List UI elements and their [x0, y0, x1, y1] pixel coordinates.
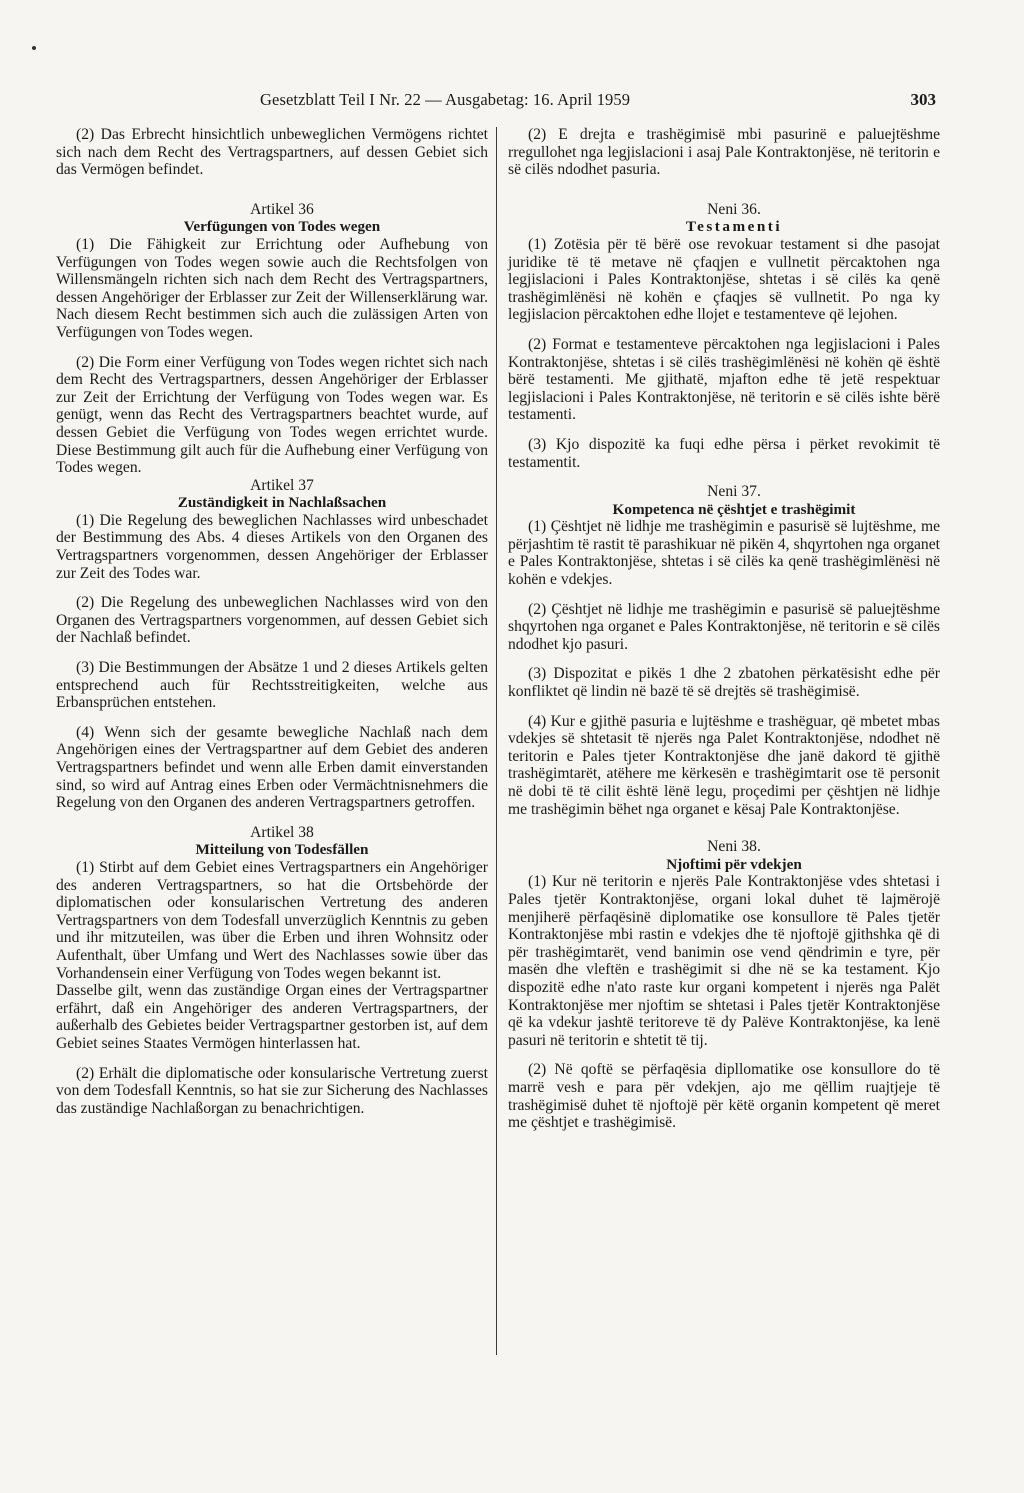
article-heading: Kompetenca në çështjet e trashëgimit [612, 500, 856, 518]
running-head: Gesetzblatt Teil I Nr. 22 — Ausgabetag: 16. April 1959 [260, 90, 631, 109]
paragraph: (3) Dispozitat e pikës 1 dhe 2 zbatohen përkatësisht edhe për konfliktet që lindin në bazë të së drejtës së trashëgimisë. [508, 665, 940, 701]
article-heading: Zuständigkeit in Nachlaßsachen [177, 494, 387, 512]
paragraph: (1) Die Regelung des beweglichen Nachlasses wird unbeschadet der Bestimmung des Abs. 4 dieses Artikels von den Organen des Vertragspartners vorgenommen, dessen Angehöriger der Erblasser zur Zeit des Todes war. [56, 511, 488, 582]
page-number: 303 [910, 90, 936, 109]
article-title: Artikel 38 [250, 823, 314, 841]
page-header [260, 90, 936, 110]
article-heading: Testamenti [685, 218, 783, 236]
paragraph: (1) Die Fähigkeit zur Errichtung oder Aufhebung von Verfügungen von Todes wegen sowie auch die Rechtsfolgen von Willensmängeln richten sich nach dem Recht des Vertragspartners, dessen Angehöriger der Erblasser zur Zeit der Willenserklärung war. Nach diesem Recht bestimmen sich auch die zulässigen Arten von Verfügungen von Todes wegen. [56, 235, 488, 341]
article-heading: Mitteilung von Todesfällen [195, 841, 369, 859]
article-title: Artikel 36 [250, 200, 314, 218]
paragraph: (2) Die Regelung des unbeweglichen Nachlasses wird von den Organen des Vertragspartners vorgenommen, auf dessen Gebiet sich der Nachlaß befindet. [56, 594, 488, 647]
column-divider [496, 127, 497, 1355]
article-heading: Njoftimi për vdekjen [666, 855, 802, 873]
article-heading: Verfügungen von Todes wegen [183, 218, 381, 236]
article-title: Artikel 37 [250, 476, 314, 494]
paragraph: (1) Kur në teritorin e njerës Pale Kontraktonjëse vdes shtetasi i Pales tjetër Kontraktonjëse, organi lokal duhet të lajmërojë menjiherë përfaqësinë diplomatike ose konsullore të Pales tjetër Kontraktonjëse mbi rastin e vdekjes dhe të njoftojë gjithshka që di për trashëgimtarët, vend banimin ose vend qëndrimin e tyre, për masën dhe vleftën e trashëgimit si dhe në se ka testament. Kjo dispozitë edhe n'ato raste kur organi kompetent i njerës nga Palët Kontraktonjëse mer njoftim se shtetasi i Pales tjetër Kontraktonjëse që ka vdekur jashtë teritoreve të dy Palëve Kontraktonjëse, ka lenë pasuri në teritorin e shtetit të tij. [508, 873, 940, 1049]
paragraph: (2) Erhält die diplomatische oder konsularische Vertretung zuerst von dem Todesfall Kenntnis, so hat sie zur Sicherung des Nachlasses das zuständige Nachlaßorgan zu benachrichtigen. [56, 1064, 488, 1117]
paragraph: (2) Das Erbrecht hinsichtlich unbeweglichen Vermögens richtet sich nach dem Recht des Vertragspartners, auf dessen Gebiet sich das Vermögen befindet. [56, 126, 488, 179]
paragraph: (2) Format e testamenteve përcaktohen nga legjislacioni i Pales Kontraktonjëse, shtetas i së cilës trashëgimlënësi në kohën që është bërë testamenti. Me gjithatë, mjafton edhe të jetë respektuar legjislacioni i Pales Kontraktonjëse, në teritorin e së cilës ishte bërë testamenti. [508, 335, 940, 424]
paragraph: (3) Die Bestimmungen der Absätze 1 und 2 dieses Artikels gelten entsprechend auch für Rechtsstreitigkeiten, welche aus Erbansprüchen entstehen. [56, 659, 488, 712]
paragraph: (4) Wenn sich der gesamte bewegliche Nachlaß nach dem Angehörigen eines der Vertragspartner auf dem Gebiet des anderen Vertragspartners befindet und wenn alle Erben damit einverstanden sind, so wird auf Antrag eines Erben oder Vermächtnisnehmers die Regelung von den Organen des anderen Vertragspartners getroffen. [56, 723, 488, 812]
scan-speck [32, 46, 36, 50]
article-title: Neni 36. [707, 200, 761, 218]
paragraph: (1) Stirbt auf dem Gebiet eines Vertragspartners ein Angehöriger des anderen Vertragspartners, so hat die Ortsbehörde der diplomatischen oder konsularischen Vertretung des anderen Vertragspartners von dem Todesfall unverzüglich Kenntnis zu geben und ihr mitzuteilen, was über die Erben und ihren Wohnsitz oder Aufenthalt, über Umfang und Wert des Nachlasses sowie über das Vorhandensein einer Verfügung von Todes wegen bekannt ist. [56, 858, 488, 982]
paragraph: (4) Kur e gjithë pasuria e lujtëshme e trashëguar, që mbetet mbas vdekjes së shtetasit të njerës nga Palet Kontraktonjëse, ndodhet në teritorin e Pales tjeter Kontraktonjëse dhe janë dakord të gjithë trashëgimtarët, atëhere me kërkesën e trashëgimtarit ose të personit në dobi të të cilit është lënë legu, proçedimi per çështjen në lidhje me trashëgimin bëhet nga organet e kësaj Pale Kontraktonjëse. [508, 712, 940, 818]
albanian-column [508, 126, 940, 1132]
article-title: Neni 38. [707, 838, 761, 856]
paragraph: (2) E drejta e trashëgimisë mbi pasurinë e paluejtëshme rregullohet nga legjislacioni i asaj Pale Kontraktonjëse, në teritorin e së cilës ndodhet pasuria. [508, 126, 940, 179]
paragraph: (1) Çështjet në lidhje me trashëgimin e pasurisë së lujtëshme, me përjashtim të rastit të parashikuar në pikën 4, shqyrtohen nga organet e Pales Kontraktonjëse, shtetas i së cilës ka qenë trashëgimlënësi në kohën e vdekjes. [508, 518, 940, 589]
paragraph: (2) Në qoftë se përfaqësia dipllomatike ose konsullore do të marrë vesh e para për vdekjen, ajo me qëllim ruajtjeje të trashëgimisë duhet të njoftojë për këtë organin kompetent që meret me çështjet e trashëgimisë. [508, 1061, 940, 1132]
paragraph: (2) Die Form einer Verfügung von Todes wegen richtet sich nach dem Recht des Vertragspartners, dessen Angehöriger der Erblasser zur Zeit der Errichtung der Verfügung von Todes wegen war. Es genügt, wenn das Recht des Vertragspartners beachtet wurde, auf dessen Gebiet die Verfügung von Todes wegen errichtet wurde. Diese Bestimmung gilt auch für die Aufhebung einer Verfügung von Todes wegen. [56, 353, 488, 477]
paragraph: (3) Kjo dispozitë ka fuqi edhe përsa i përket revokimit të testamentit. [508, 435, 940, 471]
article-title: Neni 37. [707, 483, 761, 501]
german-column [56, 126, 488, 1117]
paragraph: (2) Çështjet në lidhje me trashëgimin e pasurisë së paluejtëshme shqyrtohen nga organet e Pales Kontraktonjëse, në teritorin e së cilës ndodhet kjo pasuri. [508, 600, 940, 653]
paragraph: Dasselbe gilt, wenn das zuständige Organ eines der Vertragspartner erfährt, daß ein Angehöriger des anderen Vertragspartners, der außerhalb des Gebietes beider Vertragspartner gestorben ist, auf dem Gebiet seines Staates Vermögen hinterlassen hat. [56, 982, 488, 1052]
paragraph: (1) Zotësia për të bërë ose revokuar testament si dhe pasojat juridike të të metave në çfaqjen e vullnetit përcaktohen nga legjislacioni i Pales Kontraktonjëse, shtetas i së cilës ka qenë trashëgimlënësi në kohën e çfaqjes së vullnetit. Po nga ky legjislacion përcaktohen edhe llojet e testamenteve që lejohen. [508, 235, 940, 324]
